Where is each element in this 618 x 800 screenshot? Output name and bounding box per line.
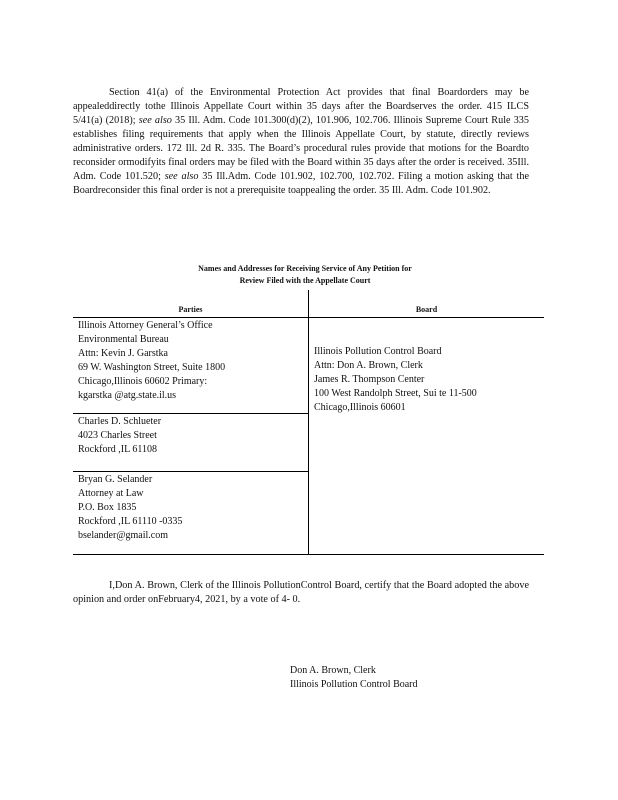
party-line: 69 W. Washington Street, Suite 1800	[78, 362, 226, 373]
party-line: Attorney at Law	[78, 488, 144, 499]
party-line: Charles D. Schlueter	[78, 416, 162, 427]
table-bottom-rule	[73, 554, 544, 555]
party-line: Attn: Kevin J. Garstka	[78, 348, 168, 359]
see-also-2: see also	[164, 171, 199, 182]
service-heading-line2: Review Filed with the Appellate Court	[239, 276, 371, 285]
board-line: Illinois Pollution Control Board	[314, 346, 442, 357]
appeal-text-part2: 35 Ill. Adm. Code 101.300(d)(2), 101.906, 102.706. Illinois Supreme Court Rule 335 establishes filing requirements that apply when the Illinois Appellate Court, by statute, directly reviews administrative orders. 172 Ill. 2d R. 335. The Board’s procedural rules provide that motions for the Boardto reconsider ormodifyits final orders may be filed with the Board within 35 days after the order is received. 35Ill. Adm. Code 101.520;	[73, 115, 529, 182]
certification-text: I,Don A. Brown, Clerk of the Illinois PollutionControl Board, certify that the Board adopted the above opinion and order onFebruary4, 2021, by a vote of 4- 0.	[73, 580, 529, 605]
party-line: Chicago,Illinois 60602 Primary:	[78, 376, 208, 387]
board-cell	[314, 345, 477, 415]
column-header-parties: Parties	[178, 305, 203, 314]
parties-row-rule-2	[73, 471, 308, 472]
signature-name: Don A. Brown, Clerk	[290, 665, 376, 676]
certification-paragraph	[73, 579, 529, 607]
party-line: Rockford ,IL 61110 -0335	[78, 516, 183, 527]
party-line: Environmental Bureau	[78, 334, 169, 345]
appeal-text-part1: Section 41(a) of the Environmental Protection Act provides that final Boardorders may be appealeddirectly tothe Illinois Appellate Court within 35 days after the Boardserves the order. 415 ILCS 5/41(a) (2018);	[73, 87, 529, 126]
signature-organization: Illinois Pollution Control Board	[290, 679, 418, 690]
see-also-1: see also	[138, 115, 172, 126]
signature-block	[290, 664, 418, 692]
table-header-rule	[73, 317, 544, 318]
column-header-board: Board	[415, 305, 438, 314]
service-heading-line1: Names and Addresses for Receiving Service of Any Petition for	[198, 264, 412, 273]
board-line: James R. Thompson Center	[314, 374, 425, 385]
board-line: 100 West Randolph Street, Sui te 11-500	[314, 388, 477, 399]
party-line: Rockford ,IL 61108	[78, 444, 157, 455]
party-line: P.O. Box 1835	[78, 502, 137, 513]
party-line: 4023 Charles Street	[78, 430, 157, 441]
board-line: Chicago,Illinois 60601	[314, 402, 406, 413]
service-table-heading	[130, 263, 480, 287]
party-cell-schlueter	[78, 415, 161, 457]
parties-row-rule-1	[73, 413, 308, 414]
party-cell-attorney-general	[78, 319, 225, 403]
party-email: bselander@gmail.com	[78, 530, 169, 541]
party-line: Illinois Attorney General’s Office	[78, 320, 213, 331]
party-line: Bryan G. Selander	[78, 474, 153, 485]
table-center-divider	[308, 290, 309, 554]
appeal-rights-paragraph	[73, 86, 529, 198]
party-email: kgarstka @atg.state.il.us	[78, 390, 177, 401]
board-line: Attn: Don A. Brown, Clerk	[314, 360, 423, 371]
party-cell-selander	[78, 473, 182, 543]
appeal-text-part3: 35 Ill.Adm. Code 101.902, 102.700, 102.702. Filing a motion asking that the Boardreconsider this final order is not a prerequisite toappealing the order. 35 Ill. Adm. Code 101.902.	[73, 171, 529, 196]
